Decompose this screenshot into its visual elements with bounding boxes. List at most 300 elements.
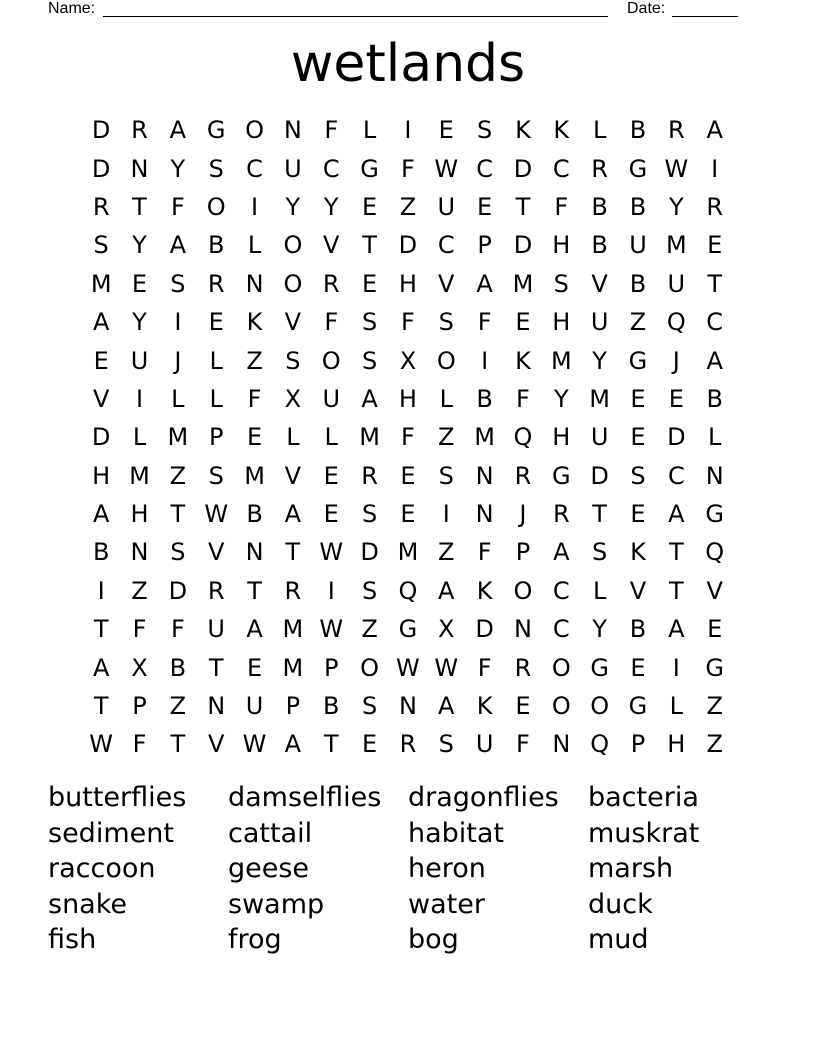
grid-letter[interactable]: Z <box>169 692 187 721</box>
grid-letter[interactable]: W <box>396 653 420 682</box>
grid-letter[interactable]: P <box>630 730 646 759</box>
grid-letter[interactable]: T <box>132 192 147 221</box>
grid-letter[interactable]: S <box>361 576 378 605</box>
grid-letter[interactable]: D <box>667 423 686 452</box>
grid-letter[interactable]: G <box>360 154 379 183</box>
grid-letter[interactable]: L <box>132 423 147 452</box>
grid-letter[interactable]: E <box>438 116 454 145</box>
grid-letter[interactable]: G <box>628 154 648 183</box>
grid-letter[interactable]: R <box>706 192 724 221</box>
grid-letter[interactable]: I <box>135 384 144 413</box>
grid-letter[interactable]: P <box>132 692 147 721</box>
grid-letter[interactable]: A <box>284 500 302 529</box>
grid-letter[interactable]: N <box>513 615 532 644</box>
grid-letter[interactable]: W <box>664 154 689 183</box>
grid-letter[interactable]: I <box>97 576 105 605</box>
grid-letter[interactable]: S <box>438 461 454 490</box>
grid-letter[interactable]: Q <box>666 308 686 337</box>
grid-letter[interactable]: D <box>91 154 111 183</box>
grid-letter[interactable]: R <box>667 116 685 145</box>
grid-letter[interactable]: S <box>476 116 493 145</box>
grid-letter[interactable]: O <box>436 346 456 375</box>
grid-letter[interactable]: C <box>667 461 685 490</box>
grid-letter[interactable]: A <box>438 692 455 721</box>
grid-letter[interactable]: L <box>669 692 684 721</box>
grid-letter[interactable]: F <box>516 384 530 413</box>
grid-letter[interactable]: O <box>551 653 571 682</box>
grid-letter[interactable]: S <box>285 346 301 375</box>
grid-letter[interactable]: W <box>319 615 344 644</box>
grid-letter[interactable]: G <box>705 500 724 529</box>
grid-letter[interactable]: K <box>476 692 493 721</box>
grid-letter[interactable]: B <box>629 615 647 644</box>
grid-letter[interactable]: D <box>91 116 111 145</box>
grid-letter[interactable]: D <box>475 615 494 644</box>
grid-letter[interactable]: V <box>284 461 302 490</box>
grid-letter[interactable]: E <box>400 500 416 529</box>
grid-letter[interactable]: L <box>592 576 607 605</box>
grid-letter[interactable]: F <box>477 538 492 567</box>
grid-letter[interactable]: C <box>552 615 570 644</box>
grid-letter[interactable]: D <box>513 231 533 260</box>
grid-letter[interactable]: B <box>246 500 263 529</box>
grid-letter[interactable]: U <box>130 346 149 375</box>
grid-letter[interactable]: C <box>437 231 455 260</box>
grid-letter[interactable]: P <box>285 692 301 721</box>
grid-letter[interactable]: V <box>438 269 455 298</box>
grid-letter[interactable]: T <box>208 653 224 682</box>
grid-letter[interactable]: U <box>207 615 225 644</box>
grid-letter[interactable]: K <box>515 116 531 145</box>
grid-letter[interactable]: B <box>629 116 647 145</box>
grid-letter[interactable]: T <box>362 231 377 260</box>
grid-letter[interactable]: E <box>668 384 684 413</box>
grid-letter[interactable]: O <box>321 346 341 375</box>
grid-letter[interactable]: T <box>592 500 607 529</box>
grid-letter[interactable]: G <box>628 692 648 721</box>
grid-letter[interactable]: U <box>590 308 609 337</box>
grid-letter[interactable]: W <box>434 154 459 183</box>
date-input-line[interactable] <box>672 0 738 17</box>
grid-letter[interactable]: I <box>327 576 335 605</box>
grid-letter[interactable]: I <box>442 500 450 529</box>
grid-letter[interactable]: F <box>401 308 415 337</box>
grid-letter[interactable]: A <box>169 231 187 260</box>
grid-letter[interactable]: F <box>170 615 185 644</box>
grid-letter[interactable]: R <box>552 500 570 529</box>
grid-letter[interactable]: V <box>284 308 302 337</box>
grid-letter[interactable]: U <box>667 269 686 298</box>
grid-letter[interactable]: C <box>706 308 724 337</box>
grid-letter[interactable]: H <box>130 500 149 529</box>
grid-letter[interactable]: D <box>590 461 609 490</box>
grid-letter[interactable]: G <box>206 116 226 145</box>
word-list-item: muskrat <box>588 817 700 849</box>
grid-letter[interactable]: K <box>553 116 570 145</box>
grid-letter[interactable]: O <box>551 692 571 721</box>
grid-letter[interactable]: E <box>515 308 531 337</box>
grid-letter[interactable]: T <box>285 538 301 567</box>
grid-letter[interactable]: Z <box>246 346 263 375</box>
grid-letter[interactable]: V <box>629 576 647 605</box>
grid-letter[interactable]: Z <box>706 730 723 759</box>
grid-letter[interactable]: Y <box>323 192 339 221</box>
grid-letter[interactable]: N <box>705 461 724 490</box>
grid-letter[interactable]: O <box>283 269 303 298</box>
grid-letter[interactable]: L <box>286 423 300 452</box>
grid-letter[interactable]: Y <box>285 192 301 221</box>
grid-letter[interactable]: S <box>438 730 454 759</box>
grid-letter[interactable]: L <box>324 423 338 452</box>
grid-letter[interactable]: Z <box>706 692 723 721</box>
grid-letter[interactable]: N <box>398 692 417 721</box>
grid-letter[interactable]: L <box>247 231 262 260</box>
grid-letter[interactable]: L <box>707 423 722 452</box>
grid-letter[interactable]: E <box>361 730 378 759</box>
grid-letter[interactable]: P <box>515 538 531 567</box>
grid-letter[interactable]: G <box>551 461 571 490</box>
grid-letter[interactable]: M <box>282 653 304 682</box>
grid-letter[interactable]: M <box>129 461 150 490</box>
grid-letter[interactable]: X <box>284 384 302 413</box>
grid-letter[interactable]: Z <box>169 461 187 490</box>
grid-letter[interactable]: M <box>589 384 610 413</box>
grid-letter[interactable]: K <box>515 346 531 375</box>
grid-letter[interactable]: E <box>246 653 263 682</box>
grid-letter[interactable]: C <box>552 154 570 183</box>
grid-letter[interactable]: R <box>399 730 417 759</box>
grid-letter[interactable]: N <box>475 461 494 490</box>
grid-letter[interactable]: E <box>477 192 493 221</box>
grid-letter[interactable]: G <box>628 346 648 375</box>
grid-letter[interactable]: T <box>668 538 684 567</box>
grid-letter[interactable]: D <box>513 154 533 183</box>
grid-letter[interactable]: E <box>515 692 531 721</box>
grid-letter[interactable]: A <box>706 116 723 145</box>
grid-letter[interactable]: A <box>92 308 110 337</box>
grid-letter[interactable]: Z <box>361 615 378 644</box>
grid-letter[interactable]: A <box>668 615 685 644</box>
grid-letter[interactable]: P <box>208 423 224 452</box>
grid-letter[interactable]: G <box>398 615 418 644</box>
grid-letter[interactable]: L <box>592 116 607 145</box>
grid-letter[interactable]: E <box>630 653 646 682</box>
grid-letter[interactable]: M <box>282 615 304 644</box>
grid-letter[interactable]: R <box>361 461 378 490</box>
grid-letter[interactable]: O <box>513 576 533 605</box>
grid-letter[interactable]: E <box>707 615 723 644</box>
grid-letter[interactable]: Z <box>629 308 647 337</box>
grid-letter[interactable]: I <box>711 154 719 183</box>
grid-row <box>82 687 734 725</box>
grid-letter[interactable]: H <box>552 308 571 337</box>
grid-letter[interactable]: A <box>553 538 570 567</box>
grid-letter[interactable]: W <box>204 500 229 529</box>
grid-letter[interactable]: N <box>245 269 264 298</box>
grid-letter[interactable]: N <box>130 154 149 183</box>
grid-letter[interactable]: B <box>207 231 225 260</box>
grid-letter[interactable]: W <box>434 653 459 682</box>
grid-letter[interactable]: A <box>438 576 455 605</box>
grid-letter[interactable]: N <box>475 500 494 529</box>
grid-letter[interactable]: C <box>552 576 570 605</box>
grid-letter[interactable]: U <box>284 154 302 183</box>
grid-letter[interactable]: O <box>206 192 226 221</box>
grid-letter[interactable]: M <box>397 538 419 567</box>
grid-letter[interactable]: R <box>131 116 148 145</box>
grid-letter[interactable]: A <box>92 500 110 529</box>
grid-letter[interactable]: H <box>398 384 417 413</box>
grid-letter[interactable]: A <box>668 500 685 529</box>
grid-letter[interactable]: M <box>665 231 687 260</box>
grid-letter[interactable]: M <box>244 461 265 490</box>
grid-letter[interactable]: F <box>247 384 262 413</box>
grid-letter[interactable]: Y <box>592 615 607 644</box>
grid-letter[interactable]: R <box>514 653 532 682</box>
grid-letter[interactable]: A <box>284 730 302 759</box>
grid-letter[interactable]: V <box>706 576 723 605</box>
grid-letter[interactable]: M <box>550 346 572 375</box>
grid-letter[interactable]: N <box>245 538 264 567</box>
grid-row <box>82 457 734 495</box>
grid-letter[interactable]: R <box>207 269 225 298</box>
grid-letter[interactable]: D <box>360 538 379 567</box>
grid-letter[interactable]: B <box>169 653 187 682</box>
grid-letter[interactable]: E <box>361 269 378 298</box>
grid-letter[interactable]: H <box>552 231 571 260</box>
grid-letter[interactable]: M <box>474 423 495 452</box>
grid-letter[interactable]: I <box>251 192 259 221</box>
grid-letter[interactable]: M <box>167 423 189 452</box>
grid-letter[interactable]: N <box>207 692 226 721</box>
grid-letter[interactable]: K <box>246 308 263 337</box>
grid-letter[interactable]: B <box>706 384 723 413</box>
grid-letter[interactable]: T <box>323 730 339 759</box>
grid-letter[interactable]: U <box>475 730 494 759</box>
word-list-item: sediment <box>48 817 174 849</box>
word-list-item: water <box>408 888 485 920</box>
grid-letter[interactable]: T <box>170 730 186 759</box>
grid-letter[interactable]: A <box>246 615 263 644</box>
grid-letter[interactable]: Y <box>668 192 684 221</box>
grid-letter[interactable]: F <box>477 653 492 682</box>
grid-letter[interactable]: U <box>245 692 264 721</box>
grid-letter[interactable]: J <box>672 346 680 375</box>
grid-letter[interactable]: S <box>361 346 378 375</box>
grid-letter[interactable]: Q <box>513 423 533 452</box>
grid-letter[interactable]: L <box>439 384 453 413</box>
grid-letter[interactable]: H <box>92 461 111 490</box>
grid-letter[interactable]: U <box>590 423 609 452</box>
grid-letter[interactable]: H <box>552 423 571 452</box>
grid-letter[interactable]: Y <box>592 346 607 375</box>
grid-letter[interactable]: V <box>92 384 110 413</box>
grid-letter[interactable]: N <box>552 730 571 759</box>
grid-letter[interactable]: B <box>591 231 608 260</box>
grid-letter[interactable]: O <box>360 653 380 682</box>
grid-letter[interactable]: M <box>512 269 534 298</box>
grid-letter[interactable]: R <box>92 192 110 221</box>
grid-letter[interactable]: T <box>247 576 262 605</box>
grid-letter[interactable]: B <box>629 269 647 298</box>
grid-letter[interactable]: F <box>477 308 492 337</box>
grid-letter[interactable]: M <box>90 269 112 298</box>
grid-letter[interactable]: R <box>207 576 225 605</box>
grid-letter[interactable]: V <box>207 538 225 567</box>
grid-letter[interactable]: I <box>404 116 412 145</box>
grid-letter[interactable]: T <box>668 576 684 605</box>
grid-letter[interactable]: B <box>629 192 647 221</box>
word-list-item: cattail <box>228 817 313 849</box>
grid-letter[interactable]: T <box>707 269 722 298</box>
grid-letter[interactable]: E <box>323 500 339 529</box>
word-list-item: frog <box>228 924 282 956</box>
grid-letter[interactable]: Q <box>705 538 725 567</box>
grid-letter[interactable]: C <box>246 154 263 183</box>
grid-letter[interactable]: H <box>667 730 686 759</box>
grid-letter[interactable]: T <box>170 500 186 529</box>
grid-letter[interactable]: A <box>361 384 378 413</box>
grid-letter[interactable]: L <box>171 384 185 413</box>
grid-letter[interactable]: Y <box>132 308 147 337</box>
grid-letter[interactable]: I <box>672 653 680 682</box>
grid-letter[interactable]: S <box>592 538 608 567</box>
grid-letter[interactable]: C <box>322 154 340 183</box>
grid-letter[interactable]: S <box>361 500 378 529</box>
grid-row <box>82 111 734 149</box>
grid-letter[interactable]: E <box>131 269 148 298</box>
grid-letter[interactable]: S <box>170 269 186 298</box>
grid-letter[interactable]: B <box>591 192 608 221</box>
grid-letter[interactable]: Y <box>132 231 147 260</box>
grid-letter[interactable]: P <box>323 653 339 682</box>
grid-letter[interactable]: I <box>174 308 182 337</box>
grid-letter[interactable]: A <box>476 269 493 298</box>
grid-letter[interactable]: T <box>93 692 109 721</box>
grid-letter[interactable]: X <box>131 653 148 682</box>
grid-letter[interactable]: X <box>399 346 417 375</box>
grid-letter[interactable]: X <box>438 615 455 644</box>
grid-letter[interactable]: S <box>361 692 378 721</box>
grid-letter[interactable]: E <box>93 346 109 375</box>
grid-letter[interactable]: L <box>209 346 223 375</box>
grid-letter[interactable]: Q <box>398 576 418 605</box>
grid-letter[interactable]: B <box>323 692 340 721</box>
grid-letter[interactable]: F <box>132 615 147 644</box>
grid-letter[interactable]: T <box>515 192 531 221</box>
grid-letter[interactable]: Y <box>553 384 569 413</box>
grid-letter[interactable]: W <box>242 730 267 759</box>
grid-letter[interactable]: F <box>170 192 185 221</box>
grid-letter[interactable]: S <box>553 269 569 298</box>
grid-letter[interactable]: K <box>630 538 646 567</box>
grid-letter[interactable]: E <box>630 384 646 413</box>
grid-letter[interactable]: U <box>629 231 647 260</box>
grid-letter[interactable]: Z <box>438 423 455 452</box>
grid-letter[interactable]: Z <box>399 192 417 221</box>
word-list-item: butterflies <box>48 782 187 813</box>
grid-letter[interactable]: A <box>169 116 187 145</box>
grid-letter[interactable]: E <box>630 500 646 529</box>
grid-letter[interactable]: V <box>207 730 225 759</box>
grid-letter[interactable]: V <box>591 269 608 298</box>
grid-letter[interactable]: E <box>246 423 263 452</box>
grid-letter[interactable]: F <box>324 116 339 145</box>
grid-letter[interactable]: B <box>92 538 110 567</box>
grid-letter[interactable]: R <box>322 269 340 298</box>
grid-letter[interactable]: S <box>361 308 378 337</box>
grid-letter[interactable]: E <box>323 461 339 490</box>
grid-letter[interactable]: Z <box>131 576 148 605</box>
grid-letter[interactable]: S <box>438 308 454 337</box>
grid-letter[interactable]: S <box>170 538 186 567</box>
grid-letter[interactable]: A <box>92 653 110 682</box>
grid-letter[interactable]: O <box>283 231 303 260</box>
grid-letter[interactable]: E <box>361 192 378 221</box>
grid-letter[interactable]: S <box>208 461 224 490</box>
grid-letter[interactable]: J <box>174 346 182 375</box>
grid-letter[interactable]: K <box>476 576 493 605</box>
grid-letter[interactable]: F <box>324 308 339 337</box>
grid-letter[interactable]: G <box>590 653 609 682</box>
grid-letter[interactable]: F <box>516 730 530 759</box>
grid-letter[interactable]: J <box>519 500 527 529</box>
grid-letter[interactable]: Z <box>438 538 455 567</box>
grid-letter[interactable]: I <box>481 346 489 375</box>
grid-letter[interactable]: R <box>591 154 608 183</box>
grid-letter[interactable]: B <box>476 384 493 413</box>
grid-letter[interactable]: F <box>401 423 415 452</box>
grid-letter[interactable]: R <box>284 576 302 605</box>
grid-letter[interactable]: G <box>705 653 724 682</box>
grid-letter[interactable]: P <box>477 231 492 260</box>
grid-letter[interactable]: S <box>630 461 646 490</box>
grid-letter[interactable]: N <box>130 538 149 567</box>
grid-letter[interactable]: V <box>323 231 340 260</box>
grid-letter[interactable]: S <box>93 231 109 260</box>
grid-letter[interactable]: T <box>93 615 109 644</box>
grid-letter[interactable]: N <box>283 116 302 145</box>
grid-letter[interactable]: S <box>208 154 224 183</box>
grid-letter[interactable]: H <box>398 269 417 298</box>
grid-letter[interactable]: Q <box>590 730 610 759</box>
grid-letter[interactable]: E <box>630 423 646 452</box>
grid-letter[interactable]: W <box>89 730 114 759</box>
name-input-line[interactable] <box>103 0 608 17</box>
grid-letter[interactable]: E <box>208 308 224 337</box>
grid-letter[interactable]: L <box>362 116 377 145</box>
grid-letter[interactable]: O <box>590 692 610 721</box>
grid-letter[interactable]: E <box>707 231 723 260</box>
grid-letter[interactable]: R <box>514 461 532 490</box>
grid-letter[interactable]: A <box>706 346 723 375</box>
grid-letter[interactable]: U <box>322 384 341 413</box>
grid-letter[interactable]: F <box>132 730 147 759</box>
grid-letter[interactable]: E <box>400 461 416 490</box>
grid-letter[interactable]: M <box>359 423 380 452</box>
grid-letter[interactable]: C <box>476 154 493 183</box>
grid-letter[interactable]: D <box>398 231 418 260</box>
grid-letter[interactable]: D <box>168 576 188 605</box>
grid-letter[interactable]: D <box>91 423 111 452</box>
grid-letter[interactable]: F <box>554 192 569 221</box>
grid-letter[interactable]: Y <box>170 154 186 183</box>
grid-letter[interactable]: U <box>437 192 456 221</box>
grid-letter[interactable]: F <box>401 154 415 183</box>
grid-letter[interactable]: O <box>245 116 264 145</box>
grid-letter[interactable]: W <box>319 538 344 567</box>
grid-letter[interactable]: L <box>209 384 223 413</box>
